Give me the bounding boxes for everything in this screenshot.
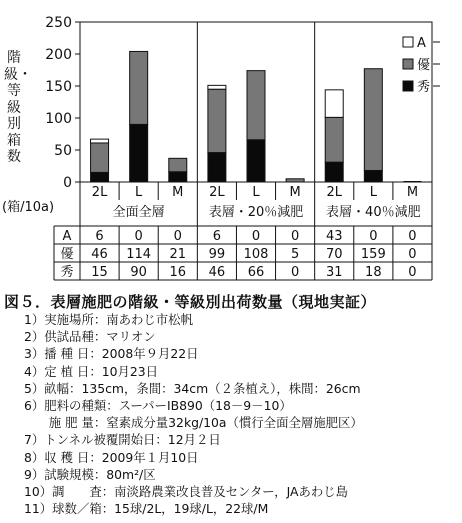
category-label: L [369, 185, 377, 200]
y-axis-label: 階級・等級別箱数 [4, 50, 32, 165]
legend-label: 秀 [417, 80, 431, 95]
table-cell: 15 [91, 265, 108, 280]
table-cell: 21 [169, 247, 187, 262]
table-cell: 114 [126, 247, 152, 262]
bar-segment [325, 117, 343, 162]
bar-segment [91, 139, 109, 143]
category-label: L [252, 185, 260, 200]
table-cell: 6 [95, 229, 104, 244]
category-label: L [135, 185, 143, 200]
table-cell: 0 [290, 229, 300, 244]
row-label: A [62, 229, 72, 244]
note-item: 9）試験規模：80m²/区 [24, 466, 156, 482]
note-item: 4）定 植 日：10月23日 [24, 363, 159, 379]
y-tick-label: 100 [45, 111, 72, 127]
note-item: 施 肥 量：窒素成分量32kg/10a（慣行全面全層施肥区） [24, 415, 363, 431]
category-label: 2L [91, 185, 108, 200]
bars-layer [91, 51, 422, 182]
category-label: 2L [209, 185, 225, 200]
bar-segment [208, 89, 226, 152]
category-label: M [289, 185, 301, 200]
y-tick-label: 0 [63, 175, 72, 191]
table-cell: 0 [134, 229, 143, 244]
table-cell: 18 [365, 265, 382, 280]
table-cell: 159 [360, 247, 386, 262]
y-tick-label: 50 [54, 143, 72, 159]
note-item: 7）トンネル被覆開始日：12月２日 [24, 432, 221, 448]
bar-segment [364, 69, 382, 171]
note-item: 2）供試品種：マリオン [24, 329, 156, 345]
table-cell: 46 [208, 265, 226, 280]
table-cell: 6 [212, 229, 222, 244]
note-item: 8）収 穫 日：2009年１月10日 [24, 449, 199, 465]
bar-segment [325, 162, 343, 182]
table-cell: 0 [408, 229, 417, 244]
table-cell: 46 [91, 247, 108, 262]
category-label: 2L [326, 185, 342, 200]
y-tick-label: 200 [45, 47, 72, 63]
legend-label: 優 [417, 58, 431, 73]
bar-segment [247, 71, 265, 140]
note-item: 5）畝幅：135cm，条間：34cm（２条植え），株間：26cm [24, 380, 361, 396]
y-tick-label: 250 [45, 15, 72, 31]
table-cell: 0 [408, 265, 417, 280]
unit-label: (箱/10a) [2, 200, 55, 215]
table-cell: 43 [325, 229, 343, 244]
category-label: M [172, 185, 184, 200]
table-cell: 0 [173, 229, 182, 244]
legend-swatch [403, 59, 413, 69]
bar-segment [364, 170, 382, 182]
legend-swatch [403, 81, 413, 91]
row-label: 秀 [60, 265, 74, 280]
table-cell: 0 [251, 229, 261, 244]
bar-segment [91, 143, 109, 172]
table-cell: 108 [243, 247, 269, 262]
note-item: 6）肥料の種類：スーパーIB890（18－9－10） [24, 398, 292, 414]
category-label: M [406, 185, 419, 200]
legend-label: A [417, 36, 426, 51]
bar-segment [208, 85, 226, 89]
group-label: 全面全層 [112, 205, 165, 220]
y-tick-label: 150 [45, 79, 72, 95]
table-cell: 70 [325, 247, 343, 262]
table-cell: 66 [247, 265, 265, 280]
table-cell: 0 [290, 265, 300, 280]
bar-segment [325, 90, 343, 118]
figure-caption: 図５．表層施肥の階級・等級別出荷数量（現地実証） [4, 293, 377, 311]
table-cell: 31 [325, 265, 343, 280]
group-label: 表層・40％減肥 [326, 205, 421, 220]
legend [403, 36, 440, 95]
table-cell: 0 [369, 229, 378, 244]
table-cell: 99 [208, 247, 226, 262]
group-label: 表層・20％減肥 [208, 205, 304, 220]
bar-segment [130, 51, 148, 124]
table-cell: 16 [169, 265, 187, 280]
notes-list [24, 311, 460, 517]
note-item: 11）球数／箱：15球/2L，19球/L，22球/M [24, 501, 269, 517]
bar-segment [247, 140, 265, 182]
legend-swatch [403, 37, 413, 47]
table-cell: 0 [408, 247, 417, 262]
table-cell: 5 [290, 247, 300, 262]
note-item: 1）実施場所：南あわじ市松帆 [24, 312, 193, 327]
bar-segment [208, 153, 226, 182]
bar-segment [169, 158, 187, 171]
row-label: 優 [60, 247, 74, 262]
bar-segment [130, 124, 148, 182]
note-item: 3）播 種 日：2008年９月22日 [24, 346, 199, 362]
data-table [54, 182, 432, 280]
table-cell: 90 [130, 265, 147, 280]
bar-segment [169, 172, 187, 182]
bar-segment [91, 172, 109, 182]
note-item: 10）調 査：南淡路農業改良普及センター，JAあわじ島 [24, 484, 349, 500]
